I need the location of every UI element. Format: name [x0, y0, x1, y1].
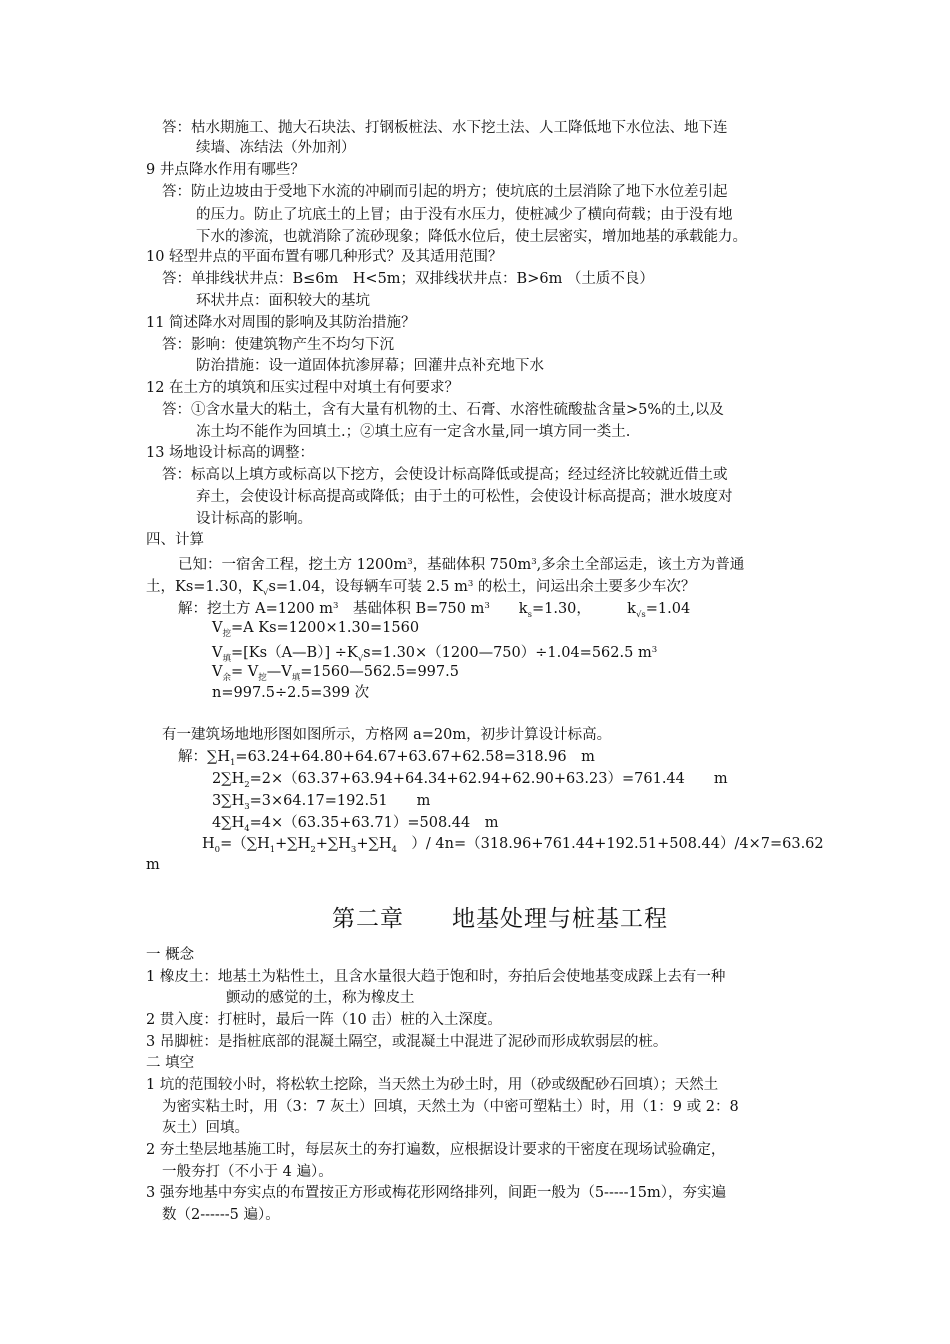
answer-line: 防治措施：设一道固体抗渗屏幕；回灌井点补充地下水: [196, 358, 544, 374]
answer-line: 答：标高以上填方或标高以下挖方，会使设计标高降低或提高；经过经济比较就近借土或: [162, 467, 728, 483]
formula-line: $V_余=$ $V_挖—V_填=1560—562.5=997.5$: [212, 664, 459, 683]
question-11: 11 简述降水对周围的影响及其防治措施？: [146, 315, 416, 331]
problem-line: 已知：一宿舍工程，挖土方 $1200m^3$，基础体积 $750m^3$,多余土全部运走，该土方为普通: [178, 557, 745, 573]
chapter-title: 第二章 地基处理与桩基工程: [332, 906, 668, 932]
formula-line: $V_填=[Ks(A—B)]$ $\div K_√s=1.30\times(1200—750)\div 1.04=562.5$ $m^3$: [212, 645, 658, 664]
formula-line: $V_挖=A$ Ks=1200×1.30=1560: [212, 620, 420, 639]
concept-line: 3 吊脚桩：是指桩底部的混凝土隔空，或混凝土中混进了泥砂而形成软弱层的桩。: [146, 1034, 668, 1050]
problem-line: 有一建筑场地地形图如图所示，方格网 a=20m，初步计算设计标高。: [162, 727, 612, 743]
question-9: 9 井点降水作用有哪些？: [146, 162, 305, 178]
answer-line: 的压力。防止了坑底土的上冒；由于没有水压力，使桩减少了横向荷载；由于没有地: [196, 207, 733, 223]
fill-line: 为密实粘土时，用（3：7 灰土）回填，天然土为（中密可塑粘土）时，用（1：9 或 2：8: [162, 1099, 739, 1115]
formula-line: 解：$\sum H_1=63.24+64.80+64.67+63.67+62.58=318.96$ m: [178, 749, 595, 768]
answer-line: 冻土均不能作为回填土.；②填土应有一定含水量,同一填方同一类土.: [196, 424, 631, 440]
fill-line: 2 夯土垫层地基施工时，每层灰土的夯打遍数，应根据设计要求的干密度在现场试验确定，: [146, 1142, 726, 1158]
answer-line: 答：防止边坡由于受地下水流的冲刷而引起的坍方；使坑底的土层消除了地下水位差引起: [162, 184, 728, 200]
fill-line: 1 坑的范围较小时，将松软土挖除，当天然土为砂土时，用（砂或级配砂石回填）；天然土: [146, 1077, 719, 1093]
answer-line: 答：单排线状井点：B≤6m H<5m；双排线状井点：B>6m （土质不良）: [162, 271, 654, 287]
answer-line: 答：影响：使建筑物产生不均匀下沉: [162, 337, 394, 353]
formula-line: $H_0=(\sum H_1+\sum H_2+\sum H_3+\sum H_4$ ）/ 4n=（318.96+761.44+192.51+508.44）/4×7=63.62: [202, 836, 824, 855]
solution-line: 解：挖土方 A=1200 $m^3$ 基础体积 B=750 $m^3$ $k_s=1.30$， $k_{√s}=1.04$: [178, 601, 691, 620]
formula-line: $2\sum H_2=2\times(63.37+63.94+64.34+62.94+62.90+63.23)=761.44$ m: [212, 771, 728, 790]
answer-line: 环状井点：面积较大的基坑: [196, 293, 370, 309]
question-10: 10 轻型井点的平面布置有哪几种形式？及其适用范围？: [146, 249, 503, 265]
question-12: 12 在土方的填筑和压实过程中对填土有何要求？: [146, 380, 460, 396]
answer-line: 答：枯水期施工、抛大石块法、打钢板桩法、水下挖土法、人工降低地下水位法、地下连: [162, 120, 728, 136]
answer-line: 下水的渗流，也就消除了流砂现象；降低水位后，使土层密实，增加地基的承载能力。: [196, 229, 747, 245]
answer-line: 弃土，会使设计标高提高或降低；由于土的可松性，会使设计标高提高；泄水坡度对: [196, 489, 733, 505]
formula-line: $4\sum H_4=4\times(63.35+63.71)=508.44$ m: [212, 815, 499, 834]
concept-line: 2 贯入度：打桩时，最后一阵（10 击）桩的入土深度。: [146, 1012, 502, 1028]
answer-line: 答：①含水量大的粘土，含有大量有机物的土、石膏、水溶性硫酸盐含量>5%的土,以及: [162, 402, 724, 418]
problem-line: 土，Ks=1.30，$K_√s=1.04$，设每辆车可装 2.5 $m^3$ 的松土，问运出余土要多少车次？: [146, 579, 696, 598]
formula-line: $3\sum H_3=3\times 64.17=192.51$ m: [212, 793, 431, 812]
formula-line: n=997.5÷2.5=399 次: [212, 685, 370, 701]
section-heading: 四、计算: [146, 532, 204, 548]
fill-line: 灰土）回填。: [162, 1120, 249, 1136]
fill-line: 3 强夯地基中夯实点的布置按正方形或梅花形网络排列，间距一般为（5-----15m），夯实遍: [146, 1185, 727, 1201]
section-heading: 一 概念: [146, 947, 195, 963]
formula-unit: m: [146, 857, 160, 873]
concept-line: 颤动的感觉的土，称为橡皮土: [226, 990, 415, 1006]
answer-line: 设计标高的影响。: [196, 511, 312, 527]
concept-line: 1 橡皮土：地基土为粘性土，且含水量很大趋于饱和时，夯拍后会使地基变成踩上去有一种: [146, 969, 726, 985]
section-heading: 二 填空: [146, 1055, 195, 1071]
answer-line: 续墙、冻结法（外加剂）: [196, 140, 356, 156]
fill-line: 数（2------5 遍）。: [162, 1207, 280, 1223]
question-13: 13 场地设计标高的调整：: [146, 445, 315, 461]
fill-line: 一般夯打（不小于 4 遍）。: [162, 1164, 333, 1180]
